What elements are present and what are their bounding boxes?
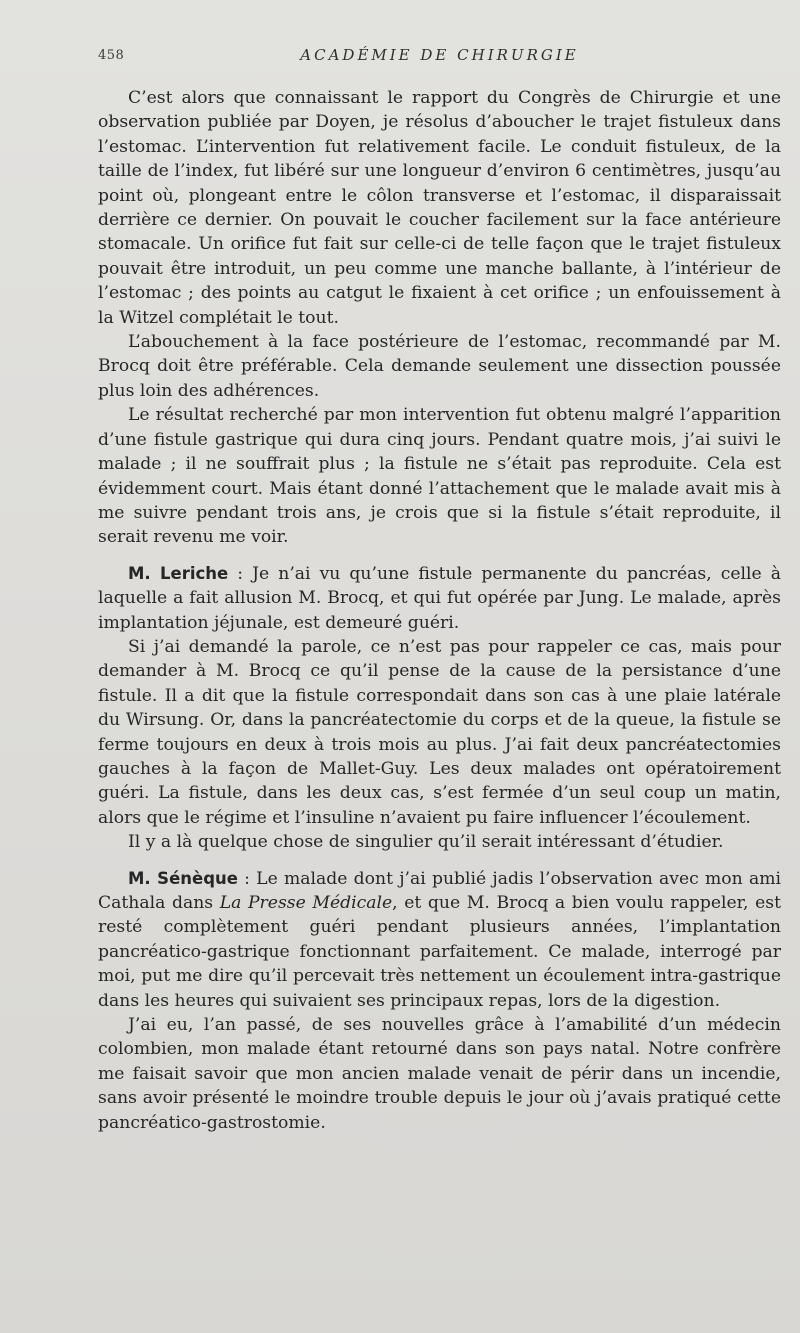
paragraph-8: J’ai eu, l’an passé, de ses nouvelles grâce à l’amabilité d’un médecin colombien, mon malade étant retourné dans son pays natal. Notre confrère me faisait savoir que mon ancien malade venait de périr dans un incendie, sans avoir présenté le moindre trouble depuis le jour où j’avais pratiqué cette pancréatico-gastrostomie. — [98, 1015, 781, 1133]
body-text — [98, 86, 781, 1135]
page-header — [98, 44, 781, 70]
paragraph-3: Le résultat recherché par mon intervention fut obtenu malgré l’apparition d’une fistule gastrique qui dura cinq jours. Pendant quatre mois, j’ai suivi le malade ; il ne souffrait plus ; la fistule ne s’était pas reproduite. Cela est évidemment court. Mais étant donné l’attachement que le malade avait mis à me suivre pendant trois ans, je crois que si la fistule s’était reproduite, il serait revenu me voir. — [98, 405, 781, 548]
paragraph-text: , et que M. Brocq a bien voulu rappeler, est resté complètement guéri pendant plusieurs années, l’implantation pancréatico-gastrique fonctionnant parfaitement. Ce malade, interrogé par moi, put me dire qu’il percevait très nettement un écoulement intra-gastrique dans les heures qui suivaient ses principaux repas, lors de la digestion. — [98, 893, 781, 1011]
speaker-name: M. Leriche — [128, 563, 229, 583]
paragraph-5: Si j’ai demandé la parole, ce n’est pas pour rappeler ce cas, mais pour demander à M. Brocq ce qu’il pense de la cause de la persistance d’une fistule. Il a dit que la fistule correspondait dans son cas à une plaie latérale du Wirsung. Or, dans la pancréatectomie du corps et de la queue, la fistule se ferme toujours en deux à trois mois au plus. J’ai fait deux pancréatectomies gauches à la façon de Mallet-Guy. Les deux malades ont opératoirement guéri. La fistule, dans les deux cas, s’est fermée d’un seul coup un matin, alors que le régime et l’insuline n’avaient pu faire influencer l’écoulement. — [98, 636, 781, 828]
speaker-name: M. Sénèque — [128, 868, 238, 888]
paragraph-seneque — [98, 867, 781, 1013]
page-number: 458 — [98, 48, 125, 63]
paragraph-text: : Le malade dont j’ai publié jadis l’observation avec mon ami Cathala dans — [98, 868, 781, 913]
paragraph-leriche — [98, 562, 781, 635]
running-title: ACADÉMIE DE CHIRURGIE — [300, 46, 579, 64]
paragraph-2: L’abouchement à la face postérieure de l’estomac, recommandé par M. Brocq doit être préférable. Cela demande seulement une dissection poussée plus loin des adhérences. — [98, 332, 781, 401]
paragraph-1: C’est alors que connaissant le rapport du Congrès de Chirurgie et une observation publiée par Doyen, je résolus d’aboucher le trajet fistuleux dans l’estomac. L’intervention fut relativement facile. Le conduit fistuleux, de la taille de l’index, fut libéré sur une longueur d’environ 6 centimètres, jusqu’au point où, plongeant entre le côlon transverse et l’estomac, il disparaissait derrière ce dernier. On pouvait le coucher facilement sur la face antérieure stomacale. Un orifice fut fait sur celle-ci de telle façon que le trajet fistuleux pouvait être introduit, un peu comme une manche ballante, à l’intérieur de l’estomac ; des points au catgut le fixaient à cet orifice ; un enfouissement à la Witzel complétait le tout. — [98, 88, 781, 328]
paragraph-text: : Je n’ai vu qu’une fistule permanente du pancréas, celle à laquelle a fait allusion M. Brocq, et qui fut opérée par Jung. Le malade, après implantation jéjunale, est demeuré guéri. — [98, 563, 782, 633]
paragraph-6: Il y a là quelque chose de singulier qu’il serait intéressant d’étudier. — [128, 832, 724, 853]
journal-title: La Presse Médicale — [219, 893, 393, 913]
